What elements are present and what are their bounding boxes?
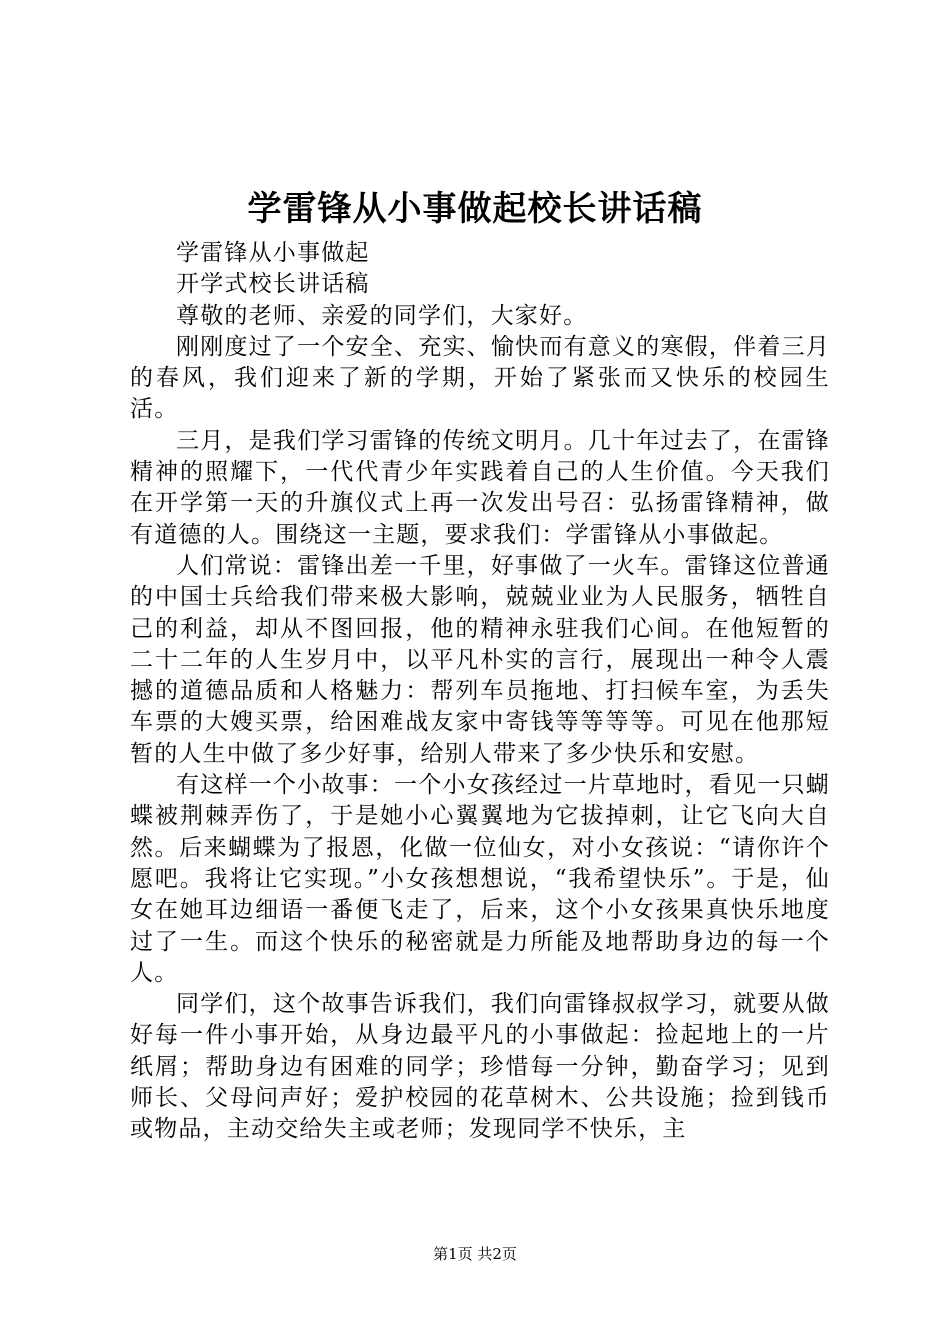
document-title: 学雷锋从小事做起校长讲话稿 bbox=[247, 189, 703, 229]
document-body bbox=[130, 238, 830, 1146]
paragraph: 三月，是我们学习雷锋的传统文明月。几十年过去了，在雷锋精神的照耀下，一代代青少年实践着自己的人生价值。今天我们在开学第一天的升旗仪式上再一次发出号召：弘扬雷锋精神，做有道德的人。围绕这一主题，要求我们：学雷锋从小事做起。 bbox=[130, 427, 830, 548]
paragraph-subtitle: 学雷锋从小事做起 bbox=[176, 240, 370, 266]
paragraph: 同学们，这个故事告诉我们，我们向雷锋叔叔学习，就要从做好每一件小事开始，从身边最平凡的小事做起：捡起地上的一片纸屑；帮助身边有困难的同学；珍惜每一分钟，勤奋学习；见到师长、父母问声好；爱护校园的花草树木、公共设施；捡到钱币或物品，主动交给失主或老师；发现同学不快乐，主 bbox=[130, 991, 830, 1143]
page-number: 第1页 共2页 bbox=[433, 1245, 517, 1263]
paragraph: 刚刚度过了一个安全、充实、愉快而有意义的寒假，伴着三月的春风，我们迎来了新的学期，开始了紧张而又快乐的校园生活。 bbox=[130, 333, 830, 423]
paragraph-greeting: 尊敬的老师、亲爱的同学们，大家好。 bbox=[176, 302, 588, 329]
paragraph-occasion: 开学式校长讲话稿 bbox=[176, 271, 370, 298]
paragraph: 人们常说：雷锋出差一千里，好事做了一火车。雷锋这位普通的中国士兵给我们带来极大影响，兢兢业业为人民服务，牺牲自己的利益，却从不图回报，他的精神永驻我们心间。在他短暂的二十二年的人生岁月中，以平凡朴实的言行，展现出一种令人震撼的道德品质和人格魅力：帮列车员拖地、打扫候车室，为丢失车票的大嫂买票，给困难战友家中寄钱等等等等。可见在他那短暂的人生中做了多少好事，给别人带来了多少快乐和安慰。 bbox=[130, 552, 830, 767]
paragraph: 有这样一个小故事：一个小女孩经过一片草地时，看见一只蝴蝶被荆棘弄伤了，于是她小心翼翼地为它拔掉刺，让它飞向大自然。后来蝴蝶为了报恩，化做一位仙女，对小女孩说：“请你许个愿吧。我将让它实现。”小女孩想想说，“我希望快乐”。于是，仙女在她耳边细语一番便飞走了，后来，这个小女孩果真快乐地度过了一生。而这个快乐的秘密就是力所能及地帮助身边的每一个人。 bbox=[130, 772, 830, 986]
